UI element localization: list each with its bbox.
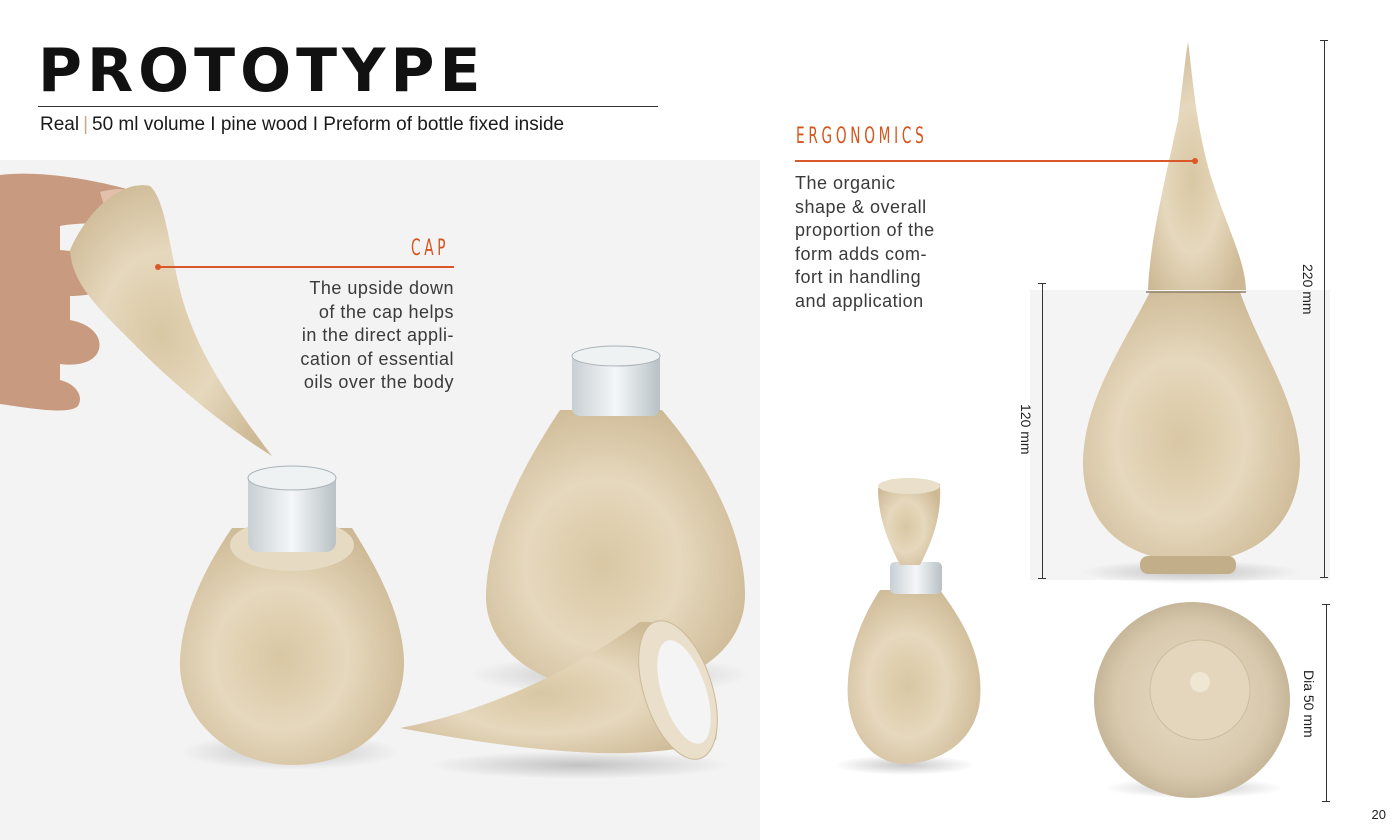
dimension-tick xyxy=(1320,577,1328,578)
ergonomics-line: proportion of the xyxy=(795,220,935,240)
cap-line: cation of essential xyxy=(300,348,454,369)
ergonomics-line: and application xyxy=(795,290,924,311)
dimension-tick xyxy=(1322,604,1330,605)
spec-separator: | xyxy=(83,114,89,135)
cap-heading: CAP xyxy=(411,236,450,261)
spec-details: 50 ml volume I pine wood I Preform of bottle fixed inside xyxy=(92,114,565,135)
small-bottle xyxy=(848,590,981,764)
title-divider xyxy=(38,106,658,107)
ergonomics-line: fort in handling xyxy=(795,267,922,287)
spec-real: Real xyxy=(40,114,80,135)
cap-line: oils over the body xyxy=(303,372,454,392)
tall-bottle-cap xyxy=(1148,42,1246,290)
cap-line: of the cap helps xyxy=(318,301,454,322)
ergonomics-leader-dot xyxy=(1192,158,1198,164)
spec-line xyxy=(40,114,564,136)
dimension-tick xyxy=(1322,801,1330,802)
dimension-label-120: 120 mm xyxy=(1018,404,1034,455)
ergonomics-line: form adds com- xyxy=(795,243,928,264)
dimension-tick xyxy=(1320,40,1328,41)
ergonomics-leader-line xyxy=(795,160,1195,162)
cap-description xyxy=(254,277,454,395)
ergonomics-heading: ERGONOMICS xyxy=(796,124,928,149)
ergonomics-line: shape & overall xyxy=(795,196,927,217)
dimension-line-120 xyxy=(1042,283,1043,579)
dimension-label-220: 220 mm xyxy=(1300,264,1316,315)
cap-line: The upside down xyxy=(309,278,454,298)
cap-leader-line xyxy=(158,266,454,268)
dimension-label-diameter: Dia 50 mm xyxy=(1301,670,1317,738)
page-number: 20 xyxy=(1371,807,1386,822)
dimension-line-220 xyxy=(1324,40,1325,578)
page-title: PROTOTYPE xyxy=(38,36,486,106)
ergonomics-description xyxy=(795,172,995,313)
cap-line: in the direct appli- xyxy=(301,325,454,345)
dimension-tick xyxy=(1038,283,1046,284)
ergonomics-line: The organic xyxy=(795,173,896,193)
dimension-line-diameter xyxy=(1326,604,1327,802)
dimension-tick xyxy=(1038,578,1046,579)
